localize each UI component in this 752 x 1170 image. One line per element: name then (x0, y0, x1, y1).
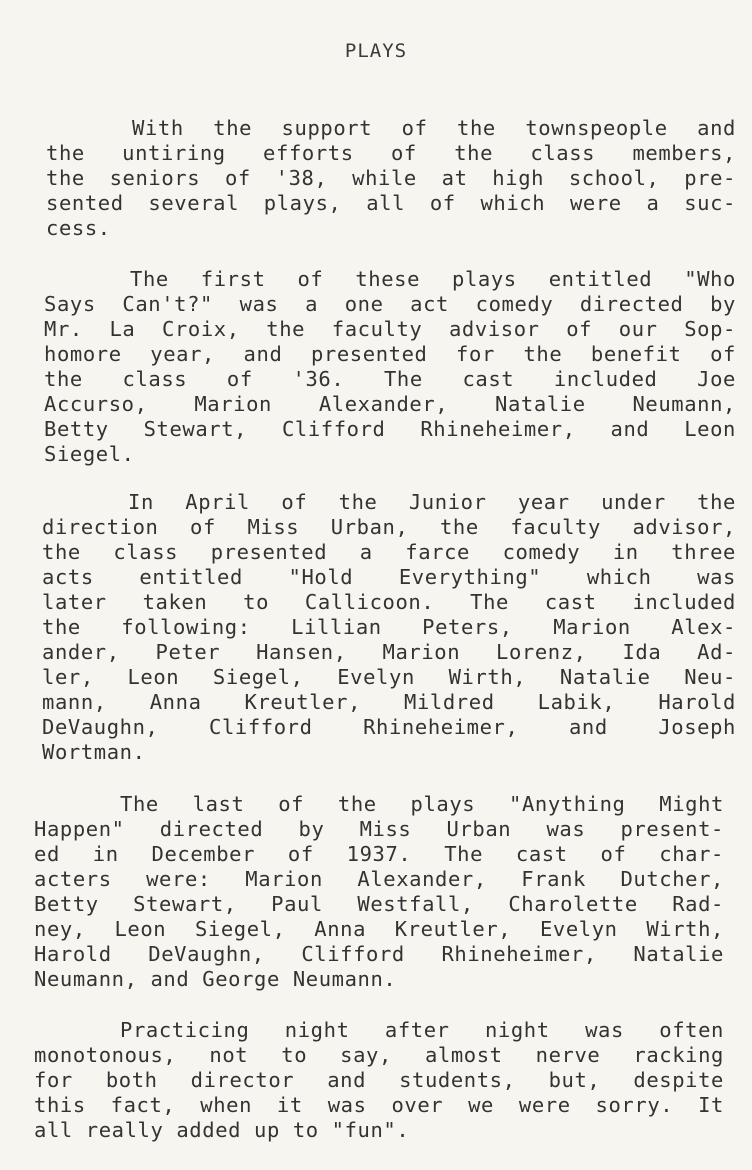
text-line: acters were: Marion Alexander, Frank Dutcher, (34, 867, 724, 891)
text-line: The first of these plays entitled "Who (130, 267, 736, 291)
text-line: for both director and students, but, despite (34, 1068, 724, 1092)
paragraph-last-play (34, 792, 724, 992)
text-line: later taken to Callicoon. The cast included (42, 590, 736, 614)
text-line: Says Can't?" was a one act comedy directed by (44, 292, 736, 316)
page-title: PLAYS (344, 40, 408, 62)
text-line: In April of the Junior year under the (128, 490, 736, 514)
text-line: direction of Miss Urban, the faculty advisor, (42, 515, 736, 539)
text-line: the class presented a farce comedy in three (42, 540, 736, 564)
text-line: Betty Stewart, Clifford Rhineheimer, and Leon (44, 417, 736, 441)
text-line: Practicing night after night was often (120, 1018, 724, 1042)
text-line: mann, Anna Kreutler, Mildred Labik, Harold (42, 690, 736, 714)
text-line: the class of '36. The cast included Joe (44, 367, 736, 391)
text-line: the untiring efforts of the class members, (46, 141, 736, 165)
text-line: all really added up to "fun". (34, 1118, 410, 1142)
text-line: DeVaughn, Clifford Rhineheimer, and Joseph (42, 715, 736, 739)
text-line: this fact, when it was over we were sorry. It (34, 1093, 724, 1117)
text-line: Betty Stewart, Paul Westfall, Charolette Rad- (34, 892, 724, 916)
paragraph-junior-play (42, 490, 736, 765)
paragraph-practicing (34, 1018, 724, 1143)
text-line: ander, Peter Hansen, Marion Lorenz, Ida Ad- (42, 640, 736, 664)
text-line: homore year, and presented for the benefit of (44, 342, 736, 366)
text-line: Harold DeVaughn, Clifford Rhineheimer, Natalie (34, 942, 724, 966)
text-line: Mr. La Croix, the faculty advisor of our Sop- (44, 317, 736, 341)
text-line: acts entitled "Hold Everything" which was (42, 565, 736, 589)
text-line: cess. (46, 216, 111, 240)
text-line: With the support of the townspeople and (132, 116, 736, 140)
text-line: The last of the plays "Anything Might (120, 792, 724, 816)
text-line: the seniors of '38, while at high school, pre- (46, 166, 736, 190)
text-line: Neumann, and George Neumann. (34, 967, 397, 991)
text-line: monotonous, not to say, almost nerve racking (34, 1043, 724, 1067)
text-line: Accurso, Marion Alexander, Natalie Neumann, (44, 392, 736, 416)
paragraph-support (46, 116, 736, 241)
text-line: ler, Leon Siegel, Evelyn Wirth, Natalie Neu- (42, 665, 736, 689)
text-line: Wortman. (42, 740, 146, 764)
text-line: sented several plays, all of which were a suc- (46, 191, 736, 215)
text-line: the following: Lillian Peters, Marion Alex- (42, 615, 736, 639)
paragraph-first-play (44, 267, 736, 467)
text-line: Siegel. (44, 442, 135, 466)
text-line: Happen" directed by Miss Urban was present- (34, 817, 724, 841)
text-line: ney, Leon Siegel, Anna Kreutler, Evelyn Wirth, (34, 917, 724, 941)
text-line: ed in December of 1937. The cast of char- (34, 842, 724, 866)
